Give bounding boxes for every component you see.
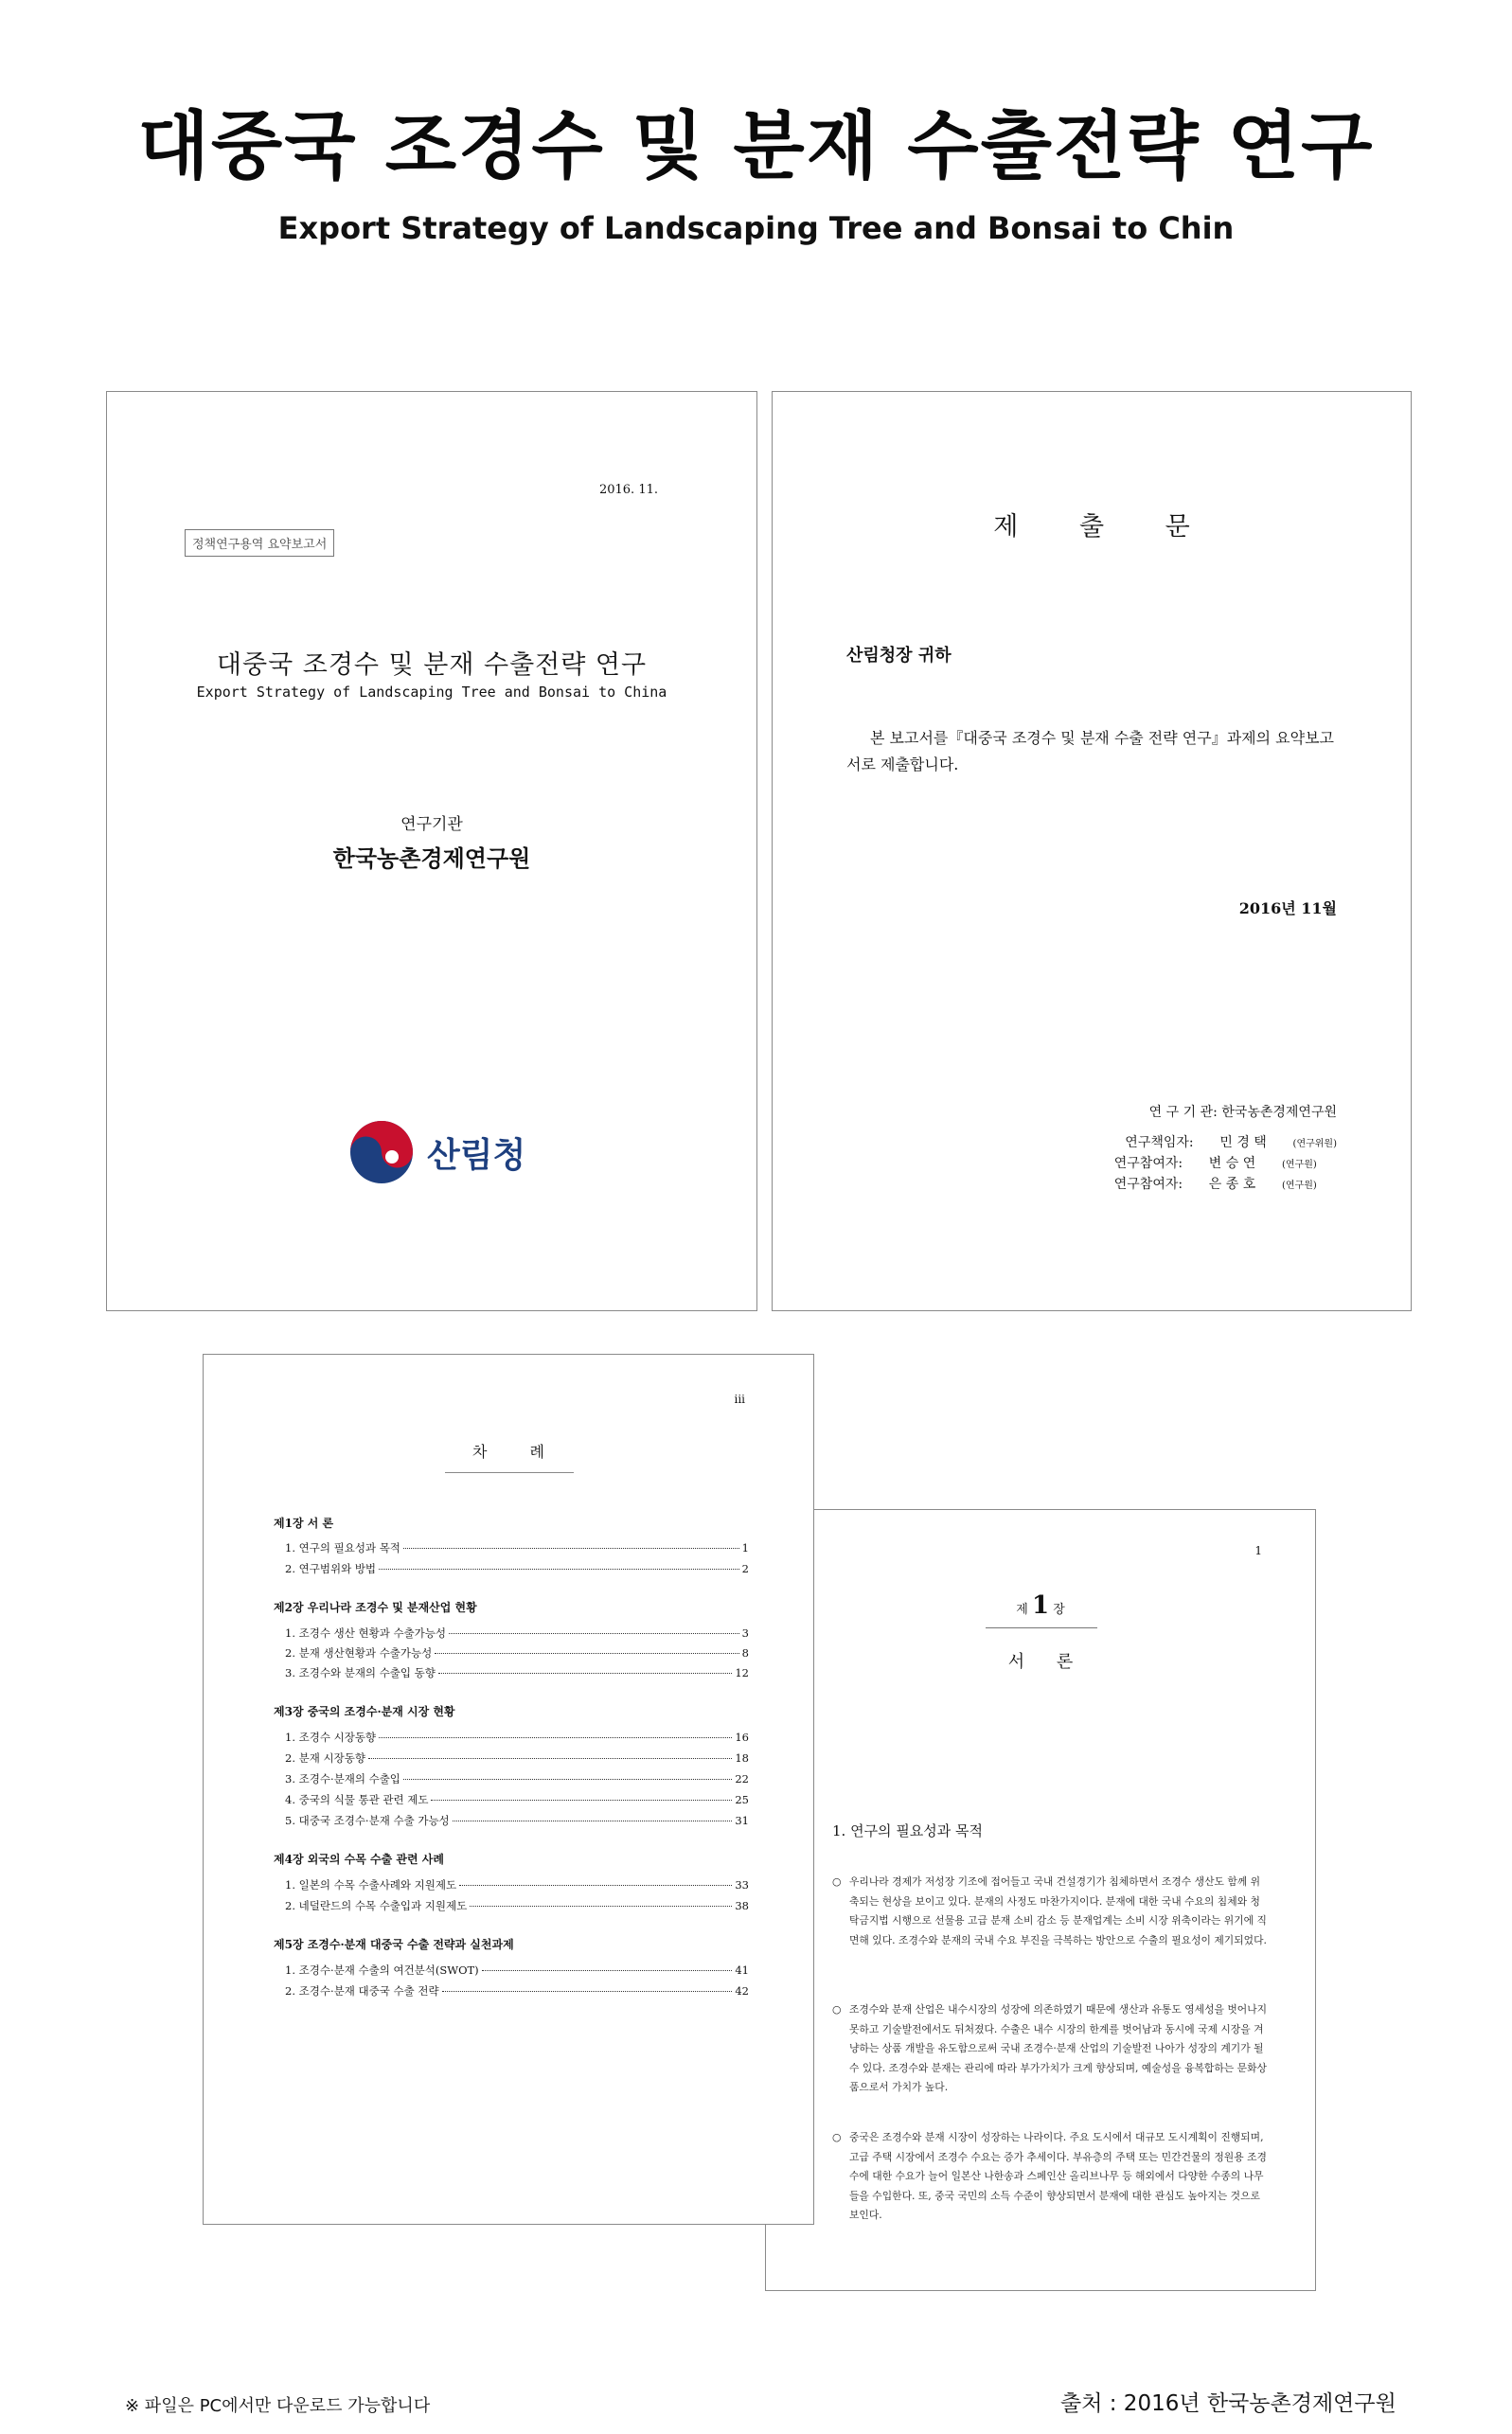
toc-chapter-title: 제4장 외국의 수목 수출 관련 사례 xyxy=(274,1853,444,1866)
toc-entry[interactable] xyxy=(285,1877,749,1892)
toc-entry-page: 3 xyxy=(741,1626,749,1640)
toc-entry[interactable] xyxy=(285,1750,749,1766)
paragraph-text: 조경수와 분재 산업은 내수시장의 성장에 의존하였기 때문에 생산과 유통도 영세성을 벗어나지 못하고 기술발전에서도 뒤처졌다. 수출은 내수 시장의 한계를 벗어남과 동시에 국제 시장을 겨냥하는 상품 개발을 유도함으로써 국내 조경수·분재 산업의 기술발전 나아가 성장의 계기가 될 수 있다. 조경수와 분재는 관리에 따라 부가가치가 크게 향상되며, 예술성을 융복합하는 문화상품으로서 가치가 높다. xyxy=(849,2003,1268,2093)
toc-entry[interactable] xyxy=(285,1792,749,1807)
toc-heading: 차 례 xyxy=(472,1443,563,1461)
cover-subtitle: Export Strategy of Landscaping Tree and Bonsai to China xyxy=(196,684,667,701)
chapter-divider xyxy=(986,1627,1097,1628)
toc-entry-text: 3. 조경수와 분재의 수출입 동향 xyxy=(285,1666,436,1679)
info-name: 한국농촌경제연구원 xyxy=(1221,1105,1337,1120)
toc-entry-page: 8 xyxy=(741,1646,749,1660)
toc-entry[interactable] xyxy=(285,1645,749,1661)
chapter-prefix: 제 xyxy=(1016,1603,1028,1617)
source-credit: 출처 : 2016년 한국농촌경제연구원 xyxy=(1060,2391,1396,2416)
chapter-page xyxy=(765,1509,1316,2291)
toc-leader xyxy=(379,1736,732,1738)
toc-chapter-title: 제3장 중국의 조경수·분재 시장 현황 xyxy=(274,1705,455,1718)
toc-entry-text: 1. 조경수 시장동향 xyxy=(285,1731,377,1744)
toc-leader xyxy=(442,1990,733,1992)
toc-leader xyxy=(403,1778,732,1780)
toc-entry-page: 18 xyxy=(735,1751,749,1765)
toc-entry[interactable] xyxy=(285,1963,749,1978)
toc-leader xyxy=(403,1547,739,1549)
info-name: 민 경 택 xyxy=(1219,1135,1267,1150)
toc-entry-text: 1. 조경수·분재 수출의 여건분석(SWOT) xyxy=(285,1963,479,1977)
toc-leader xyxy=(431,1799,732,1801)
submission-info-row xyxy=(1149,1102,1337,1121)
cover-report-label: 정책연구용역 요약보고서 xyxy=(185,529,334,557)
toc-entry-text: 2. 조경수·분재 대중국 수출 전략 xyxy=(285,1984,439,1998)
page-title: 대중국 조경수 및 분재 수출전략 연구 xyxy=(137,104,1375,189)
toc-entry-page: 31 xyxy=(735,1814,749,1827)
toc-entry-page: 25 xyxy=(735,1793,749,1806)
toc-entry-page: 1 xyxy=(741,1541,749,1555)
chapter-paragraph xyxy=(832,2000,1268,2098)
toc-entry[interactable] xyxy=(285,1983,749,1999)
toc-entry-page: 33 xyxy=(735,1878,749,1892)
toc-entry[interactable] xyxy=(285,1626,749,1641)
submission-body: 본 보고서를『대중국 조경수 및 분재 수출 전략 연구』과제의 요약보고서로 제출합니다. xyxy=(846,729,1335,773)
toc-leader xyxy=(368,1757,732,1759)
info-role: (연구원) xyxy=(1282,1160,1317,1170)
submission-date: 2016년 11월 xyxy=(1238,899,1337,917)
info-role: (연구원) xyxy=(1282,1181,1317,1191)
toc-leader xyxy=(453,1820,733,1821)
submission-addressee: 산림청장 귀하 xyxy=(846,646,952,666)
submission-info-row xyxy=(1114,1153,1337,1172)
toc-entry-page: 2 xyxy=(741,1562,749,1575)
toc-page-number: iii xyxy=(734,1393,745,1406)
cover-institution-label: 연구기관 xyxy=(400,815,463,834)
toc-entry-text: 2. 분재 시장동향 xyxy=(285,1751,365,1765)
info-name: 변 승 연 xyxy=(1208,1156,1256,1171)
toc-leader xyxy=(379,1568,739,1570)
toc-leader xyxy=(459,1884,732,1886)
cover-page xyxy=(106,391,757,1311)
toc-chapter-title: 제5장 조경수·분재 대중국 수출 전략과 실천과제 xyxy=(274,1938,514,1951)
toc-entry-page: 12 xyxy=(735,1666,749,1679)
chapter-page-number: 1 xyxy=(1254,1544,1262,1557)
page-subtitle: Export Strategy of Landscaping Tree and Bonsai to Chin xyxy=(277,210,1235,246)
toc-entry-page: 38 xyxy=(735,1899,749,1912)
toc-leader xyxy=(449,1632,739,1634)
info-label: 연구책임자: xyxy=(1125,1135,1194,1150)
toc-chapter-title: 제1장 서 론 xyxy=(274,1517,334,1530)
cover-date: 2016. 11. xyxy=(598,483,658,497)
toc-entry-text: 2. 분재 생산현황과 수출가능성 xyxy=(285,1646,433,1660)
info-label: 연구참여자: xyxy=(1113,1177,1183,1192)
chapter-suffix: 장 xyxy=(1053,1603,1065,1617)
korea-forest-service-logo-icon xyxy=(348,1119,415,1185)
toc-entry[interactable] xyxy=(285,1561,749,1576)
info-role: (연구위원) xyxy=(1292,1139,1337,1149)
info-name: 은 종 호 xyxy=(1208,1177,1256,1192)
chapter-digit: 1 xyxy=(1031,1591,1050,1620)
toc-entry-page: 42 xyxy=(735,1984,749,1998)
submission-info-row xyxy=(1114,1174,1337,1193)
toc-entry-page: 22 xyxy=(735,1772,749,1786)
toc-chapter-title: 제2장 우리나라 조경수 및 분재산업 현황 xyxy=(274,1601,477,1614)
toc-entry-text: 4. 중국의 식물 통관 관련 제도 xyxy=(285,1793,429,1806)
toc-entry-text: 5. 대중국 조경수·분재 수출 가능성 xyxy=(285,1814,450,1827)
toc-entry-page: 41 xyxy=(735,1963,749,1977)
toc-entry[interactable] xyxy=(285,1665,749,1680)
bullet-icon: ○ xyxy=(832,2003,842,2016)
toc-entry-text: 3. 조경수·분재의 수출입 xyxy=(285,1772,400,1786)
paragraph-text: 우리나라 경제가 저성장 기조에 접어들고 국내 건설경기가 침체하면서 조경수 생산도 함께 위축되는 현상을 보이고 있다. 분재의 사정도 마찬가지이다. 분재에 대한 국내 수요의 침체와 청탁금지법 시행으로 선물용 고급 분재 소비 감소 등 분재업계는 소비 시장 위축이라는 위기에 직면해 있다. 조경수와 분재의 국내 수요 부진을 극복하는 방안으로 수출의 필요성이 제기되었다. xyxy=(849,1875,1267,1946)
info-label: 연구참여자: xyxy=(1113,1156,1183,1171)
toc-entry-text: 2. 네덜란드의 수목 수출입과 지원제도 xyxy=(285,1899,468,1912)
chapter-number xyxy=(766,1591,1315,1620)
cover-institution-name: 한국농촌경제연구원 xyxy=(332,845,531,872)
toc-entry-text: 1. 연구의 필요성과 목적 xyxy=(285,1541,400,1555)
toc-leader xyxy=(438,1672,732,1674)
toc-entry-text: 1. 조경수 생산 현황과 수출가능성 xyxy=(285,1626,447,1640)
toc-entry[interactable] xyxy=(285,1771,749,1786)
toc-leader xyxy=(435,1652,738,1654)
info-label: 연 구 기 관: xyxy=(1148,1105,1218,1120)
toc-leader xyxy=(470,1905,732,1907)
toc-entry-page: 16 xyxy=(735,1731,749,1744)
toc-leader xyxy=(482,1969,733,1971)
section-heading: 1. 연구의 필요성과 목적 xyxy=(832,1822,984,1839)
submission-page xyxy=(772,391,1412,1311)
toc-entry[interactable] xyxy=(285,1730,749,1745)
toc-page xyxy=(203,1354,814,2225)
toc-divider xyxy=(445,1472,574,1473)
chapter-paragraph xyxy=(832,1873,1268,1950)
toc-entry[interactable] xyxy=(285,1898,749,1913)
toc-entry-text: 2. 연구범위와 방법 xyxy=(285,1562,377,1575)
submission-info-row xyxy=(1125,1132,1337,1151)
cover-logo-text: 산림청 xyxy=(427,1136,526,1175)
submission-heading: 제 출 문 xyxy=(993,512,1217,542)
chapter-paragraph xyxy=(832,2128,1268,2226)
toc-entry[interactable] xyxy=(285,1813,749,1828)
bullet-icon: ○ xyxy=(832,2131,842,2143)
bullet-icon: ○ xyxy=(832,1875,842,1888)
cover-title: 대중국 조경수 및 분재 수출전략 연구 xyxy=(216,650,648,680)
toc-entry-text: 1. 일본의 수목 수출사례와 지원제도 xyxy=(285,1878,457,1892)
download-note: ※ 파일은 PC에서만 다운로드 가능합니다 xyxy=(125,2396,431,2416)
paragraph-text: 중국은 조경수와 분재 시장이 성장하는 나라이다. 주요 도시에서 대규모 도시계획이 진행되며, 고급 주택 시장에서 조경수 수요는 증가 추세이다. 부유층의 주택 또는 민간건물의 정원용 조경수에 대한 수요가 늘어 일본산 나한송과 스페인산 올리브나무 등 해외에서 다양한 수종의 나무들을 수입한다. 또, 중국 국민의 소득 수준이 향상되면서 분재에 대한 관심도 높아지는 것으로 보인다. xyxy=(849,2131,1267,2221)
chapter-title: 서 론 xyxy=(1007,1652,1087,1672)
toc-entry[interactable] xyxy=(285,1540,749,1555)
